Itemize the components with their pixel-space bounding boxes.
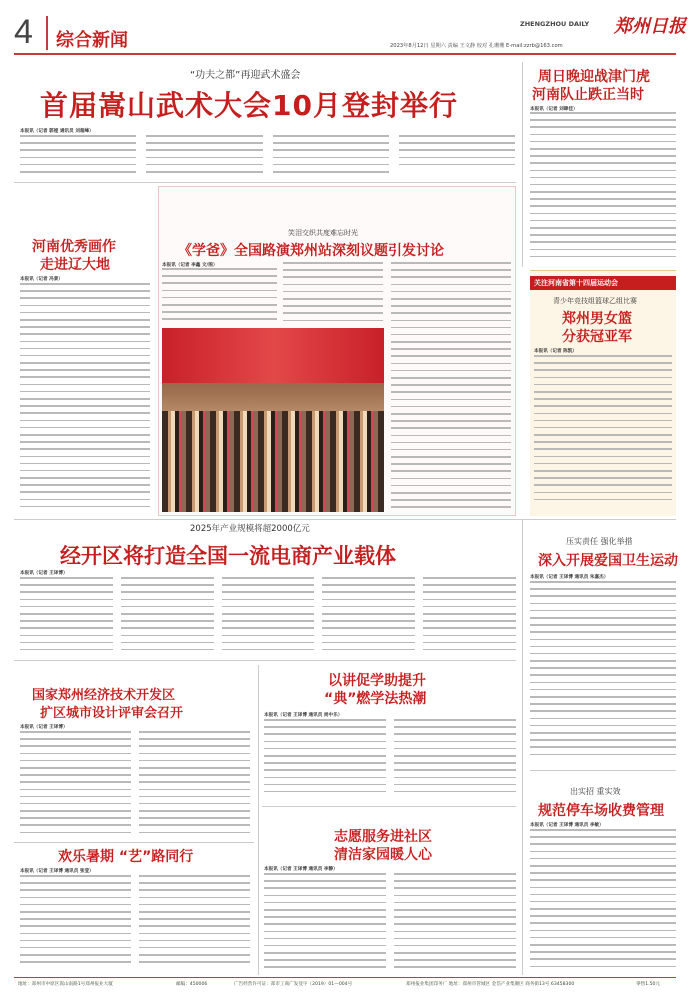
footer xyxy=(14,981,676,993)
sports-tag: 关注河南省第十四届运动会 xyxy=(530,276,676,290)
footer-printer: 郑州报业集团印务厂 地址：郑州市管城区 金岱产业集聚区 商务街13号 63458300 xyxy=(406,982,575,987)
date-line: 2023年8月12日 星期六 责编 王文静 校对 孔珊珊 E-mail:zzrb@163.com xyxy=(390,43,563,49)
sports-title-2: 分获冠亚军 xyxy=(562,329,632,345)
footer-rule xyxy=(14,977,676,978)
section-rule-2 xyxy=(14,519,676,520)
painting-body xyxy=(20,283,150,513)
parking-body xyxy=(530,829,676,973)
tianjin-title-2: 河南队止跌正当时 xyxy=(532,87,644,103)
footer-price: 零售1.50元 xyxy=(636,982,661,987)
painting-title-1: 河南优秀画作 xyxy=(32,239,116,255)
masthead-english: ZHENGZHOU DAILY xyxy=(520,20,590,28)
volunteer-byline: 本报讯（记者 王译博 通讯员 李静） xyxy=(264,867,338,872)
summer-body xyxy=(20,875,250,971)
classic-byline: 本报讯（记者 王译博 通讯员 尚中乐） xyxy=(264,713,343,718)
design-body xyxy=(20,731,250,839)
volunteer-title-2: 清洁家园暖人心 xyxy=(334,847,432,863)
ecommerce-body xyxy=(20,577,516,657)
lead-kicker: “功夫之都”再迎武术盛会 xyxy=(190,70,301,81)
film-photo xyxy=(162,328,384,512)
column-divider xyxy=(522,62,523,267)
lead-byline: 本报讯（记者 郭娅 通讯员 刘超峰） xyxy=(20,129,94,134)
section-rule-5 xyxy=(262,806,516,807)
sports-body xyxy=(534,355,672,510)
section-rule-6 xyxy=(530,770,676,771)
film-byline: 本报讯（记者 李鑫 文/图） xyxy=(162,263,218,268)
section-rule xyxy=(14,182,516,183)
sports-byline: 本报讯（记者 陈凯） xyxy=(534,349,577,354)
tianjin-byline: 本报讯（记者 刘肆佳） xyxy=(530,107,578,112)
parking-byline: 本报讯（记者 王译博 通讯员 李敏） xyxy=(530,823,604,828)
page-number: 4 xyxy=(14,13,33,51)
painting-title-2: 走进辽大地 xyxy=(40,257,110,273)
film-title: 《学爸》全国路演郑州站深刻议题引发讨论 xyxy=(178,243,444,259)
classic-title-1: 以讲促学助提升 xyxy=(328,673,426,689)
film-body-mid xyxy=(283,262,383,324)
film-body-left xyxy=(162,268,277,324)
ecommerce-byline: 本报讯（记者 王译博） xyxy=(20,571,68,576)
design-byline: 本报讯（记者 王译博） xyxy=(20,725,68,730)
header-rule xyxy=(14,53,676,55)
masthead-logo: 郑州日报 xyxy=(614,16,686,37)
sports-kicker: 青少年竞技组篮球乙组比赛 xyxy=(553,297,637,305)
lead-body xyxy=(20,135,515,177)
painting-byline: 本报讯（记者 冯景） xyxy=(20,277,63,282)
summer-byline: 本报讯（记者 王译博 通讯员 张莹） xyxy=(20,869,94,874)
design-title-1: 国家郑州经济技术开发区 xyxy=(32,688,176,703)
section-rule-3 xyxy=(14,660,516,661)
ecommerce-title: 经开区将打造全国一流电商产业载体 xyxy=(60,544,396,568)
header-divider xyxy=(46,16,48,50)
film-body-right xyxy=(391,262,511,512)
footer-postcode: 邮编：450006 xyxy=(176,982,208,987)
page-header xyxy=(0,0,690,60)
design-title-2: 扩区城市设计评审会召开 xyxy=(40,706,184,721)
sports-title-1: 郑州男女篮 xyxy=(562,311,632,327)
footer-ad-license: 广告经营许可证：郑市工商广发登字（2019）01—004号 xyxy=(234,982,353,987)
sanitation-body xyxy=(530,581,676,761)
section-rule-4 xyxy=(14,842,254,843)
summer-title: 欢乐暑期 “艺”路同行 xyxy=(58,849,194,865)
volunteer-title-1: 志愿服务进社区 xyxy=(334,829,432,845)
sanitation-byline: 本报讯（记者 王译博 通讯员 朱嘉杰） xyxy=(530,575,609,580)
volunteer-body xyxy=(264,873,516,971)
sanitation-title: 深入开展爱国卫生运动 xyxy=(538,553,678,569)
classic-title-2: “典”燃学法热潮 xyxy=(324,691,427,707)
film-kicker: 笑泪交织共度难忘时光 xyxy=(288,229,358,237)
column-divider-3 xyxy=(258,665,259,975)
classic-body xyxy=(264,719,516,799)
parking-title: 规范停车场收费管理 xyxy=(538,803,664,819)
footer-address: 地址：郑州市中原区嵩山南路1号郑州报业大厦 xyxy=(18,982,113,987)
ecommerce-kicker: 2025年产业规模将超2000亿元 xyxy=(190,524,310,534)
lead-title: 首届嵩山武术大会10月登封举行 xyxy=(40,89,458,122)
column-divider-2 xyxy=(522,520,523,975)
tianjin-title-1: 周日晚迎战津门虎 xyxy=(538,69,650,85)
parking-kicker: 出实招 重实效 xyxy=(570,787,621,796)
sanitation-kicker: 压实责任 强化举措 xyxy=(566,537,633,546)
tianjin-body xyxy=(530,112,676,262)
section-name: 综合新闻 xyxy=(56,30,128,51)
